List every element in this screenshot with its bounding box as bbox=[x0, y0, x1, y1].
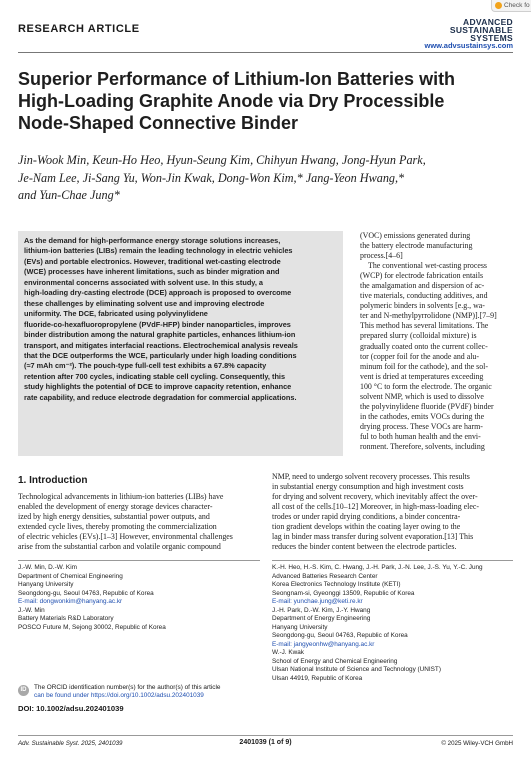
text-line: This method has several limitations. The bbox=[360, 321, 489, 331]
author-line: Jin-Wook Min, Keun-Ho Heo, Hyun-Seung Kim, Chihyun Hwang, Jong-Hyun Park, bbox=[18, 153, 426, 167]
abstract-line: binder distribution among the natural graphite particles, enhances lithium-ion bbox=[24, 330, 296, 340]
abstract bbox=[24, 236, 339, 403]
abstract-line: (≈7 mAh cm⁻²). The pouch-type full-cell test exhibits a 67.8% capacity bbox=[24, 361, 267, 371]
affiliation-line: J.-W. Min, D.-W. Kim bbox=[18, 564, 77, 571]
check-for-updates-badge[interactable] bbox=[491, 0, 531, 12]
text-line: minum foil for the cathode), and the sol- bbox=[360, 361, 488, 371]
text-line: all cost of the cells.[10–12] Moreover, in high-mass-loading elec- bbox=[272, 502, 479, 512]
abstract-line: that the DCE outperforms the WCE, particularly under high loading conditions bbox=[24, 350, 297, 360]
text-line: the battery electrode manufacturing bbox=[360, 241, 473, 251]
orcid-link[interactable]: can be found under https://doi.org/10.1002/adsu.202401039 bbox=[34, 692, 204, 700]
abstract-line: lithium-ion batteries (LIBs) remain the leading technology in electric vehicles bbox=[24, 246, 293, 256]
abstract-line: As the demand for high-performance energy storage solutions increases, bbox=[24, 236, 281, 245]
header-divider bbox=[18, 52, 513, 53]
author-list bbox=[18, 152, 508, 205]
text-line: 100 °C to form the electrode. The organic bbox=[360, 381, 492, 391]
text-line: ful to both human health and the envi- bbox=[360, 431, 481, 441]
doi-label: DOI: 10.1002/adsu.202401039 bbox=[18, 704, 124, 713]
text-line: in the cathodes, emits VOCs during the bbox=[360, 411, 485, 421]
text-line: the amalgamation and dispersion of ac- bbox=[360, 281, 485, 291]
text-line: reduces the binder content between the electrode particles. bbox=[272, 542, 457, 552]
affiliation-line: Department of Energy Engineering bbox=[272, 615, 371, 622]
text-line: gradually coated onto the current collec- bbox=[360, 341, 488, 351]
affiliation-line: W.-J. Kwak bbox=[272, 649, 304, 656]
text-line: enabled the development of energy storage devices character- bbox=[18, 502, 213, 512]
article-type-label: RESEARCH ARTICLE bbox=[18, 23, 140, 35]
orcid-note bbox=[34, 684, 262, 700]
email-link[interactable]: E-mail: yunchae.jung@keti.re.kr bbox=[272, 598, 363, 605]
text-line: vent is dried at temperatures exceeding bbox=[360, 371, 484, 381]
text-line: polymeric binders in solvents [e.g., wa- bbox=[360, 301, 485, 311]
text-line: extended cycle lives, thereby promoting the commercialization bbox=[18, 522, 217, 532]
affiliation-line: Battery Materials R&D Laboratory bbox=[18, 615, 114, 622]
abstract-line: (EVs) and portable electronics. However, traditional wet-casting electrode bbox=[24, 256, 281, 266]
update-icon bbox=[495, 2, 502, 9]
abstract-line: high-loading dry-casting electrode (DCE) approach is proposed to overcome bbox=[24, 288, 292, 298]
text-line: tion gradient develops within the coating layer owing to the bbox=[272, 522, 461, 532]
text-line: solvent NMP, which is used to dissolve bbox=[360, 391, 484, 401]
author-line: Je-Nam Lee, Ji-Sang Yu, Won-Jin Kwak, Dong-Won Kim,* Jang-Yeon Hwang,* bbox=[18, 170, 405, 185]
journal-logo-line: ADVANCED bbox=[463, 17, 513, 27]
article-title bbox=[18, 68, 498, 134]
text-line: lag in binder mass transfer during solvent evaporation.[13] This bbox=[272, 532, 474, 542]
text-line: ized by high energy densities, substantial power outputs, and bbox=[18, 512, 210, 522]
affiliation-line: POSCO Future M, Sejong 30002, Republic of Korea bbox=[18, 623, 166, 631]
affiliation-line: Hanyang University bbox=[18, 581, 74, 588]
abstract-line: environmental concerns associated with solvent use. In this study, a bbox=[24, 277, 264, 287]
affiliation-line: Seongdong-gu, Seoul 04763, Republic of Korea bbox=[18, 589, 154, 597]
text-line: of electric vehicles (EVs).[1–3] However, environmental challenges bbox=[18, 532, 233, 542]
email-link[interactable]: E-mail: jangyeonhw@hanyang.ac.kr bbox=[272, 640, 375, 648]
affiliations-left bbox=[18, 564, 260, 632]
affiliation-line: J.-W. Min bbox=[18, 606, 45, 614]
affiliation-divider bbox=[18, 560, 260, 561]
affiliation-line: Department of Chemical Engineering bbox=[18, 572, 123, 580]
title-line: Superior Performance of Lithium-Ion Batteries with bbox=[18, 69, 456, 89]
text-line: arise from the substantial carbon and volatile organic compound bbox=[18, 542, 221, 552]
abstract-line: uniformity. The DCE, fabricated using polyvinylidene bbox=[24, 309, 208, 319]
body-text-left bbox=[18, 492, 260, 552]
badge-label: Check fo bbox=[504, 2, 530, 9]
author-line: and Yun-Chae Jung* bbox=[18, 188, 120, 203]
text-line: trodes or under rapid drying conditions, a binder concentra- bbox=[272, 512, 461, 522]
affiliation-line: School of Energy and Chemical Engineering bbox=[272, 657, 398, 665]
journal-logo-line: SUSTAINABLE bbox=[449, 25, 513, 35]
text-line: NMP, need to undergo solvent recovery processes. This results bbox=[272, 472, 470, 481]
abstract-line: study highlights the potential of DCE to improve capacity retention, enhance bbox=[24, 382, 292, 392]
affiliations-right bbox=[272, 564, 513, 683]
journal-url-link[interactable]: www.advsustainsys.com bbox=[424, 41, 513, 50]
body-text-right-bottom bbox=[272, 472, 513, 552]
text-line: in substantial energy consumption and high investment costs bbox=[272, 482, 464, 492]
text-line: (VOC) emissions generated during bbox=[360, 231, 471, 240]
affiliation-line: J.-H. Park, D.-W. Kim, J.-Y. Hwang bbox=[272, 606, 371, 614]
section-heading-introduction: 1. Introduction bbox=[18, 475, 88, 486]
affiliation-line: Hanyang University bbox=[272, 623, 328, 631]
affiliation-line: Seongnam-si, Gyeonggi 13509, Republic of Korea bbox=[272, 589, 415, 597]
affiliation-line: Seongdong-gu, Seoul 04763, Republic of Korea bbox=[272, 632, 408, 639]
footer-divider bbox=[18, 735, 513, 736]
affiliation-line: Korea Electronics Technology Institute (KETI) bbox=[272, 581, 401, 588]
text-line: ter and N-methylpyrrolidone (NMP)].[7–9] bbox=[360, 311, 497, 321]
email-link[interactable]: E-mail: dongwonkim@hanyang.ac.kr bbox=[18, 598, 123, 605]
abstract-line: these challenges by eliminating solvent use and improving electrode bbox=[24, 298, 265, 308]
text-line: The conventional wet-casting process bbox=[368, 261, 487, 271]
text-line: drying process. These VOCs are harm- bbox=[360, 421, 483, 431]
text-line: the polyvinylidene fluoride (PVdF) binder bbox=[360, 401, 494, 411]
affiliation-line: Advanced Batteries Research Center bbox=[272, 572, 378, 580]
orcid-icon: ID bbox=[18, 685, 29, 696]
affiliation-line: Ulsan 44919, Republic of Korea bbox=[272, 674, 363, 682]
text-line: Technological advancements in lithium-ion batteries (LIBs) have bbox=[18, 492, 224, 501]
journal-logo-line: SYSTEMS bbox=[470, 33, 513, 43]
title-line: Node-Shaped Connective Binder bbox=[18, 113, 299, 133]
footer-page-number: 2401039 (1 of 9) bbox=[239, 739, 292, 746]
title-line: High-Loading Graphite Anode via Dry Processible bbox=[18, 91, 445, 111]
abstract-line: fluoride-co-hexafluoropropylene (PVdF-HFP) binder nanoparticles, improves bbox=[24, 319, 291, 329]
abstract-line: rate capability, and reduce electrode degradation for commercial applications. bbox=[24, 392, 297, 402]
abstract-line: retention after 700 cycles, indicating stable cell cycling. Consequently, this bbox=[24, 371, 286, 381]
journal-logo bbox=[450, 18, 513, 42]
text-line: tor (copper foil for the anode and alu- bbox=[360, 351, 479, 361]
text-line: (WCP) for electrode fabrication entails bbox=[360, 271, 484, 281]
text-line: tive materials, conducting additives, and bbox=[360, 291, 488, 301]
footer-copyright: © 2025 Wiley-VCH GmbH bbox=[441, 740, 513, 747]
text-line: prepared slurry (colloidal mixture) is bbox=[360, 331, 477, 341]
affiliation-line: Ulsan National Institute of Science and Technology (UNIST) bbox=[272, 666, 441, 673]
footer-citation: Adv. Sustainable Syst. 2025, 2401039 bbox=[18, 740, 123, 747]
abstract-line: (WCE) processes have inherent limitations, such as binder migration and bbox=[24, 267, 280, 277]
orcid-line: The ORCID identification number(s) for the author(s) of this article bbox=[34, 684, 221, 691]
affiliation-line: K.-H. Heo, H.-S. Kim, C. Hwang, J.-H. Park, J.-N. Lee, J.-S. Yu, Y.-C. Jung bbox=[272, 564, 483, 571]
text-line: for drying and solvent recovery, which inevitably affect the over- bbox=[272, 492, 478, 502]
body-text-right-top bbox=[360, 231, 513, 452]
text-line: process.[4–6] bbox=[360, 251, 403, 261]
text-line: ronment. Therefore, solvents, including bbox=[360, 441, 485, 451]
affiliation-divider bbox=[272, 560, 513, 561]
abstract-line: transport, and mitigates interfacial reactions. Electrochemical analysis reveals bbox=[24, 340, 298, 350]
